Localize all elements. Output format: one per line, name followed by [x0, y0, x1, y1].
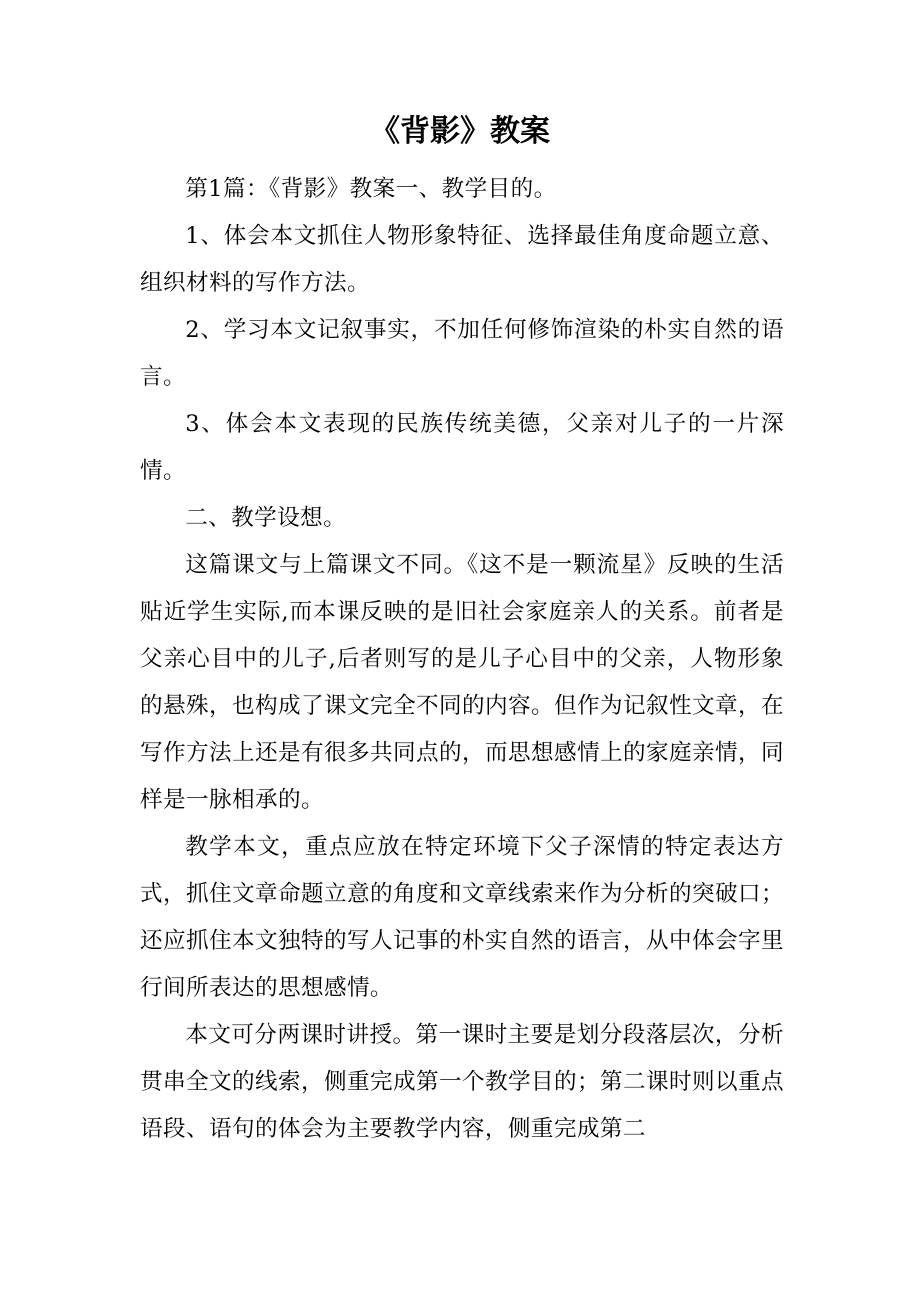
document-body [140, 166, 784, 1153]
paragraph-6: 这篇课文与上篇课文不同。《这不是一颗流星》反映的生活贴近学生实际,而本课反映的是旧社会家庭亲人的关系。前者是父亲心目中的儿子,后者则写的是儿子心目中的父亲，人物形象的悬殊，也构成了课文完全不同的内容。但作为记叙性文章，在写作方法上还是有很多共同点的，而思想感情上的家庭亲情，同样是一脉相承的。 [140, 552, 784, 813]
paragraph-7: 教学本文，重点应放在特定环境下父子深情的特定表达方式，抓住文章命题立意的角度和文章线索来作为分析的突破口；还应抓住本文独特的写人记事的朴实自然的语言，从中体会字里行间所表达的思想感情。 [140, 834, 784, 1001]
document-title: 《背影》教案 [370, 114, 550, 149]
paragraph-8: 本文可分两课时讲授。第一课时主要是划分段落层次，分析贯串全文的线索，侧重完成第一个教学目的；第二课时则以重点语段、语句的体会为主要教学内容，侧重完成第二 [140, 1022, 784, 1142]
paragraph-4: 3、体会本文表现的民族传统美德，父亲对儿子的一片深情。 [140, 411, 784, 484]
paragraph-3: 2、学习本文记叙事实，不加任何修饰渲染的朴实自然的语言。 [140, 317, 784, 390]
paragraph-5: 二、教学设想。 [185, 505, 347, 531]
paragraph-2: 1、体会本文抓住人物形象特征、选择最佳角度命题立意、组织材料的写作方法。 [140, 223, 784, 296]
paragraph-1: 第1篇：《背影》教案一、教学目的。 [185, 176, 557, 202]
